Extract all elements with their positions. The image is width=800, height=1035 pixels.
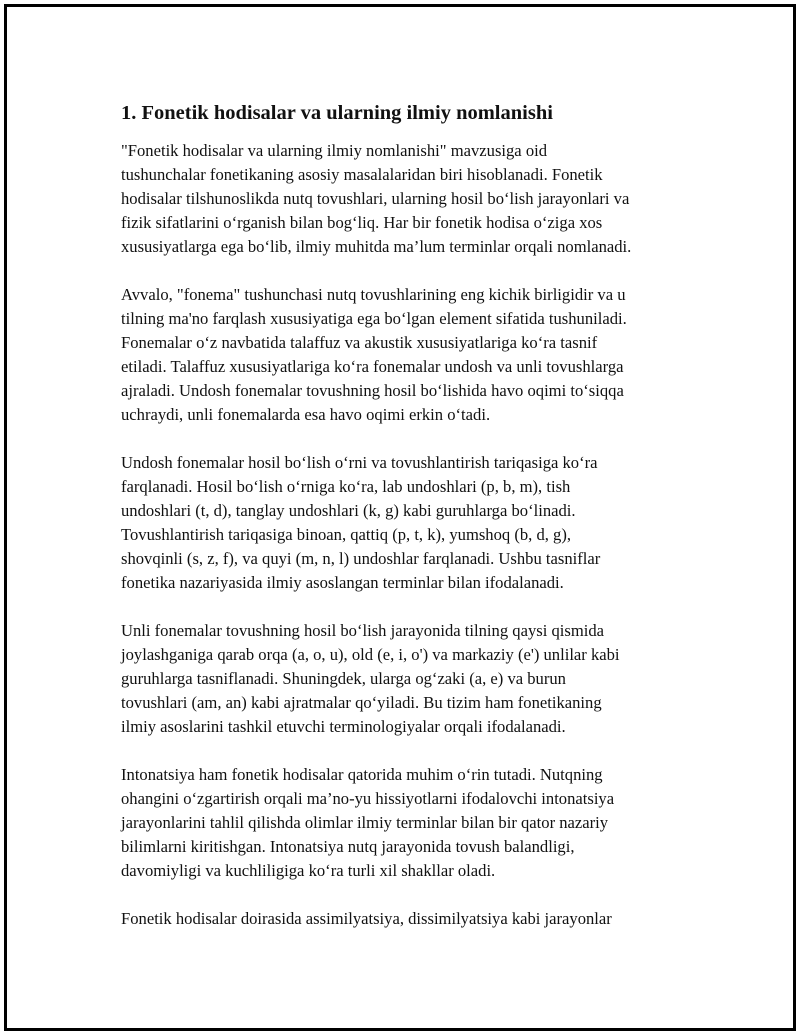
text-line: Tovushlantirish tariqasiga binoan, qattiq (p, t, k), yumshoq (b, d, g), [121, 525, 572, 544]
text-line: fizik sifatlarini o‘rganish bilan bog‘liq. Har bir fonetik hodisa o‘ziga xos [121, 213, 603, 232]
text-line: Fonemalar o‘z navbatida talaffuz va akustik xususiyatlariga ko‘ra tasnif [121, 333, 598, 352]
paragraph [121, 619, 697, 739]
text-line: undoshlari (t, d), tanglay undoshlari (k, g) kabi guruhlarga bo‘linadi. [121, 501, 576, 520]
text-line: bilimlarni kiritishgan. Intonatsiya nutq jarayonida tovush balandligi, [121, 837, 575, 856]
text-line: guruhlarga tasniflanadi. Shuningdek, ularga og‘zaki (a, e) va burun [121, 669, 566, 688]
text-line: shovqinli (s, z, f), va quyi (m, n, l) undoshlar farqlanadi. Ushbu tasniflar [121, 549, 601, 568]
paragraph [121, 139, 697, 259]
text-line: etiladi. Talaffuz xususiyatlariga ko‘ra fonemalar undosh va unli tovushlarga [121, 357, 624, 376]
text-line: tushunchalar fonetikaning asosiy masalalaridan biri hisoblanadi. Fonetik [121, 165, 603, 184]
paragraph [121, 451, 697, 595]
text-line: Intonatsiya ham fonetik hodisalar qatorida muhim o‘rin tutadi. Nutqning [121, 765, 603, 784]
text-line: tilning ma'no farqlash xususiyatiga ega bo‘lgan element sifatida tushuniladi. [121, 309, 627, 328]
section-heading: 1. Fonetik hodisalar va ularning ilmiy nomlanishi [121, 102, 553, 124]
page-frame [4, 4, 796, 1031]
text-line: Fonetik hodisalar doirasida assimilyatsiya, dissimilyatsiya kabi jarayonlar [121, 909, 612, 928]
paragraph [121, 283, 697, 427]
text-line: Undosh fonemalar hosil bo‘lish o‘rni va tovushlantirish tariqasiga ko‘ra [121, 453, 598, 472]
text-line: ajraladi. Undosh fonemalar tovushning hosil bo‘lishida havo oqimi to‘siqqa [121, 381, 624, 400]
paragraph-list [121, 139, 697, 931]
text-line: Avvalo, "fonema" tushunchasi nutq tovushlarining eng kichik birligidir va u [121, 285, 626, 304]
text-line: farqlanadi. Hosil bo‘lish o‘rniga ko‘ra, lab undoshlari (p, b, m), tish [121, 477, 571, 496]
text-line: ilmiy asoslarini tashkil etuvchi terminologiyalar orqali ifodalanadi. [121, 717, 566, 736]
text-line: jarayonlarini tahlil qilishda olimlar ilmiy terminlar bilan bir qator nazariy [121, 813, 609, 832]
text-line: hodisalar tilshunoslikda nutq tovushlari, ularning hosil bo‘lish jarayonlari va [121, 189, 630, 208]
text-line: fonetika nazariyasida ilmiy asoslangan terminlar bilan ifodalanadi. [121, 573, 564, 592]
text-line: uchraydi, unli fonemalarda esa havo oqimi erkin o‘tadi. [121, 405, 491, 424]
text-line: Unli fonemalar tovushning hosil bo‘lish jarayonida tilning qaysi qismida [121, 621, 605, 640]
text-line: xususiyatlarga ega bo‘lib, ilmiy muhitda ma’lum terminlar orqali nomlanadi. [121, 237, 632, 256]
text-line: tovushlari (am, an) kabi ajratmalar qo‘yiladi. Bu tizim ham fonetikaning [121, 693, 602, 712]
paragraph [121, 763, 697, 883]
document-body [121, 99, 697, 955]
text-line: joylashganiga qarab orqa (a, o, u), old (e, i, o') va markaziy (e') unlilar kabi [121, 645, 620, 664]
text-line: ohangini o‘zgartirish orqali ma’no-yu hissiyotlarni ifodalovchi intonatsiya [121, 789, 615, 808]
text-line: "Fonetik hodisalar va ularning ilmiy nomlanishi" mavzusiga oid [121, 141, 548, 160]
paragraph [121, 907, 697, 931]
text-line: davomiyligi va kuchliligiga ko‘ra turli xil shakllar oladi. [121, 861, 496, 880]
